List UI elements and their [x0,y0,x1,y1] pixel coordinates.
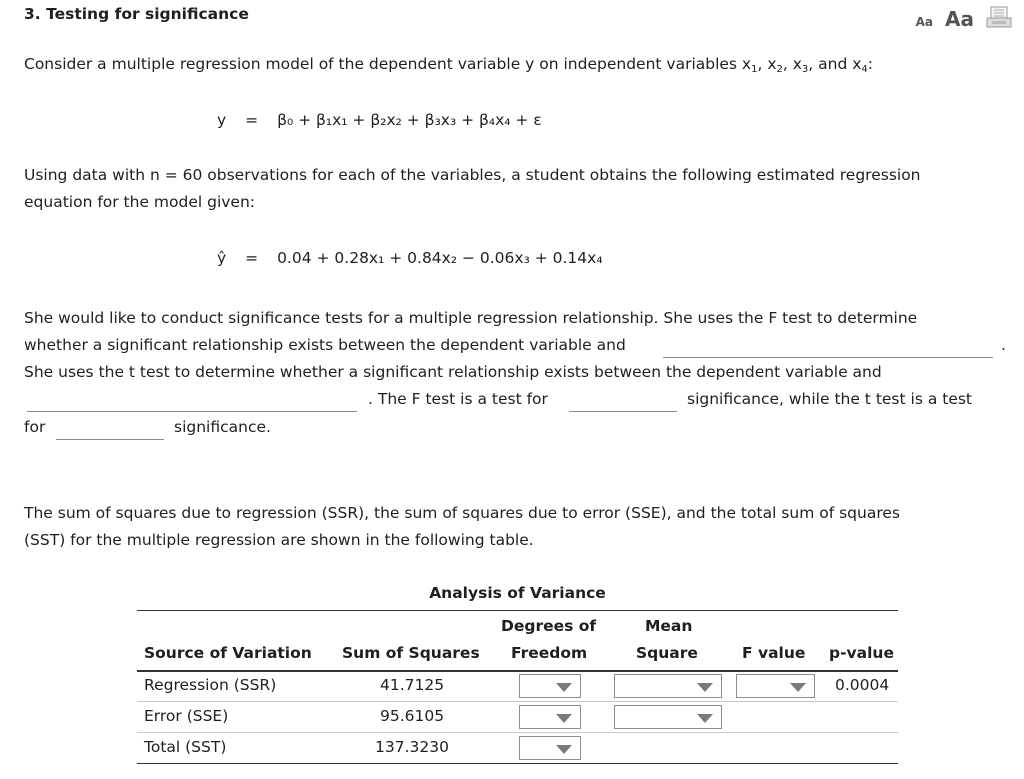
font-size-large-button[interactable]: Aa [945,7,974,31]
header-p: p-value [829,644,894,662]
test-line-1: She would like to conduct significance tests for a multiple regression relationship. She uses the F test to determine [24,309,918,327]
row-sst-ss: 137.3230 [375,738,449,756]
est-equals: = [245,249,259,267]
test-line-3: She uses the t test to determine whether a significant relationship exists between the dependent variable and [24,363,882,381]
toolbar [916,4,1012,31]
data-line-1: Using data with n = 60 observations for each of the variables, a student obtains the following estimated regression [24,166,921,184]
est-lhs: ŷ [217,249,227,267]
question-title: 3. Testing for significance [24,5,249,23]
ssr-ms-dropdown[interactable] [614,674,722,698]
chevron-down-icon [556,745,572,754]
table-top-rule [137,610,898,611]
sst-df-dropdown[interactable] [519,736,581,760]
blank-t-test-relation[interactable] [27,391,357,412]
anova-title: Analysis of Variance [429,584,606,602]
test-line-4b: significance, while the t test is a test [687,390,973,408]
blank-f-test-relation[interactable] [663,337,993,358]
model-equals: = [245,111,259,129]
model-equation [217,111,542,129]
row-ssr-p: 0.0004 [835,676,890,694]
chevron-down-icon [556,714,572,723]
header-ss: Sum of Squares [342,644,480,662]
data-paragraph [24,162,1004,216]
row-ssr-source: Regression (SSR) [144,676,277,694]
chevron-down-icon [556,683,572,692]
intro-text: Consider a multiple regression model of the dependent variable y on independent variables x [24,55,752,73]
header-ms-top: Mean [645,617,693,635]
chevron-down-icon [697,683,713,692]
intro-vars-tail: , and x [808,55,862,73]
sse-df-dropdown[interactable] [519,705,581,729]
header-source: Source of Variation [144,644,312,662]
intro-paragraph: Consider a multiple regression model of the dependent variable y on independent variables $x_1$, $x_2$, $x_3$, and $x_4$: [24,55,874,75]
row-sse-source: Error (SSE) [144,707,229,725]
test-line-5b: significance. [174,418,271,436]
chevron-down-icon [790,683,806,692]
sse-ms-dropdown[interactable] [614,705,722,729]
row-sst-source: Total (SST) [144,738,227,756]
ss-line-1: The sum of squares due to regression (SSR), the sum of squares due to error (SSE), and the total sum of squares [24,504,900,522]
test-line-2: whether a significant relationship exists between the dependent variable and [24,336,626,354]
table-bottom-rule [137,763,898,764]
font-size-small-button[interactable]: Aa [915,15,934,29]
test-line-2-end: . [1001,336,1006,354]
data-line-2: equation for the model given: [24,193,256,211]
ss-line-2: (SST) for the multiple regression are shown in the following table. [24,531,534,549]
test-line-4a: . The F test is a test for [368,390,548,408]
blank-f-test-type[interactable] [569,391,677,412]
row-divider [137,732,898,733]
chevron-down-icon [697,714,713,723]
row-divider [137,701,898,702]
print-icon[interactable] [986,6,1012,28]
header-f: F value [742,644,806,662]
model-lhs: y [217,111,227,129]
header-df-bottom: Freedom [511,644,588,662]
est-rhs: 0.04 + 0.28x₁ + 0.84x₂ − 0.06x₃ + 0.14x₄ [277,249,603,267]
header-df-top: Degrees of [501,617,597,635]
row-ssr-ss: 41.7125 [380,676,445,694]
blank-t-test-type[interactable] [56,419,164,440]
table-header-rule [137,670,898,672]
f-value-dropdown[interactable] [736,674,815,698]
header-ms-bottom: Square [636,644,698,662]
ssr-df-dropdown[interactable] [519,674,581,698]
estimated-equation [217,249,603,267]
test-line-5a: for [24,418,46,436]
row-sse-ss: 95.6105 [380,707,445,725]
model-rhs: β₀ + β₁x₁ + β₂x₂ + β₃x₃ + β₄x₄ + ε [277,111,542,129]
